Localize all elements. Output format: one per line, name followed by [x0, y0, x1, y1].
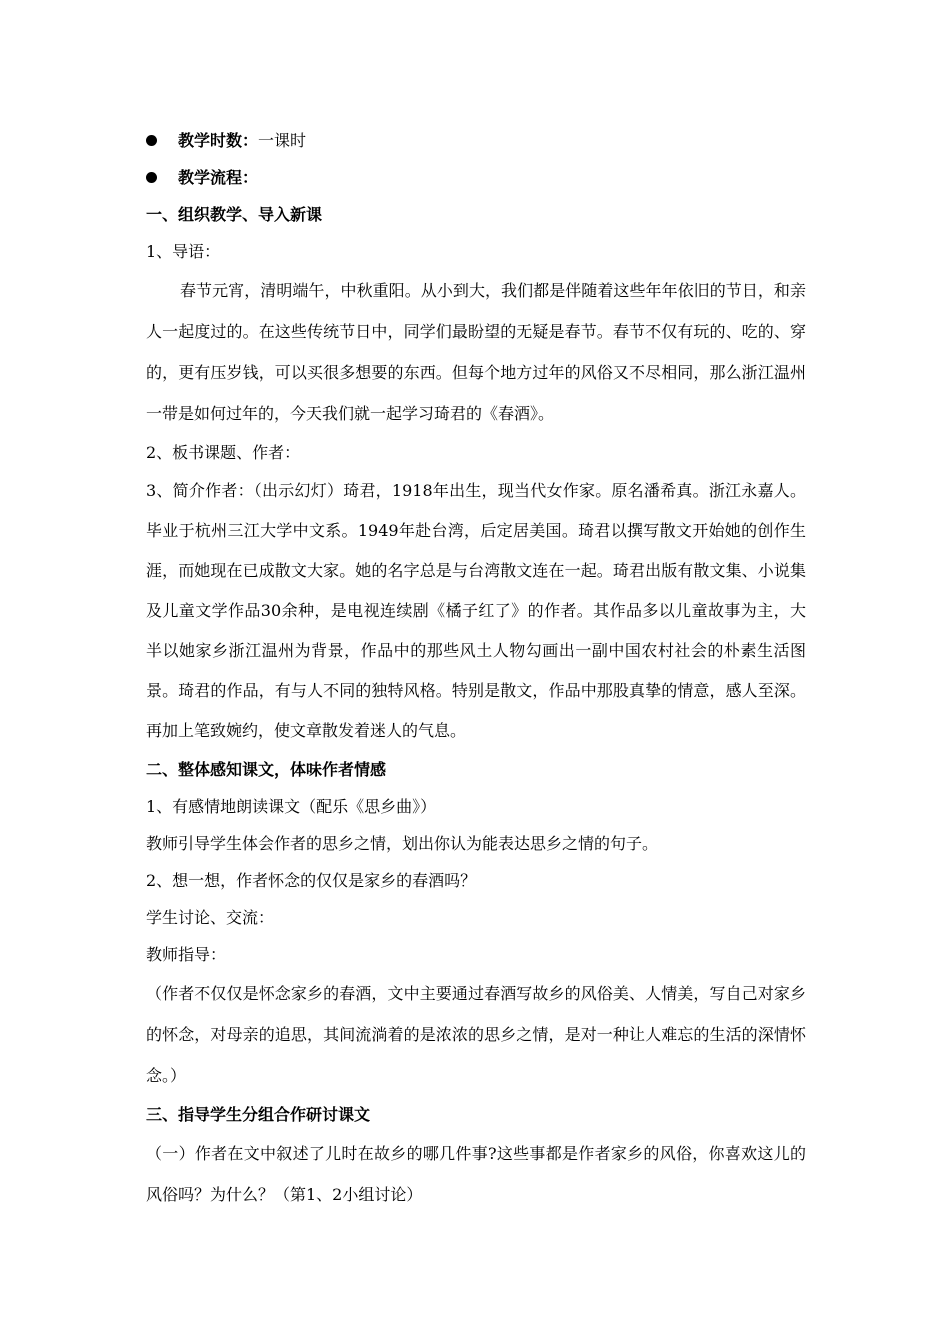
section2-step1: 1、有感情地朗读课文（配乐《思乡曲》） [146, 797, 437, 816]
teaching-hours-label: 教学时数： [178, 131, 259, 150]
bullet-icon [146, 172, 157, 183]
section2-title: 二、整体感知课文，体味作者情感 [146, 760, 387, 779]
teacher-guidance: 教师指导： [146, 945, 227, 964]
section1-title: 一、组织教学、导入新课 [146, 205, 323, 224]
guidance-paragraph: （作者不仅仅是怀念家乡的春酒，文中主要通过春酒写故乡的风俗美、人情美，写自己对家乡的怀念，对母亲的追思，其间流淌着的是浓浓的思乡之情，是对一种让人难忘的生活的深情怀念。） [146, 984, 806, 1085]
teaching-hours-line [146, 122, 806, 159]
section3-title: 三、指导学生分组合作研讨课文 [146, 1105, 371, 1124]
teaching-flow-label: 教学流程： [178, 168, 259, 187]
section2-step2: 2、想一想，作者怀念的仅仅是家乡的春酒吗？ [146, 871, 477, 890]
question1-paragraph: （一）作者在文中叙述了儿时在故乡的哪几件事?这些事都是作者家乡的风俗，你喜欢这儿的风俗吗？为什么？（第1、2小组讨论） [146, 1144, 806, 1204]
teaching-flow-line [146, 159, 806, 196]
section1-step1: 1、导语： [146, 242, 221, 261]
author-intro-paragraph: 3、简介作者：（出示幻灯）琦君，1918年出生，现当代女作家。原名潘希真。浙江永嘉人。毕业于杭州三江大学中文系。1949年赴台湾，后定居美国。琦君以撰写散文开始她的创作生涯，而她现在已成散文大家。她的名字总是与台湾散文连在一起。琦君出版有散文集、小说集及儿童文学作品30余种，是电视连续剧《橘子红了》的作者。其作品多以儿童故事为主，大半以她家乡浙江温州为背景，作品中的那些风土人物勾画出一副中国农村社会的朴素生活图景。琦君的作品，有与人不同的独特风格。特别是散文，作品中那股真挚的情意，感人至深。再加上笔致婉约，使文章散发着迷人的气息。 [146, 481, 806, 740]
document-page [146, 122, 806, 1215]
intro-paragraph: 春节元宵，清明端午，中秋重阳。从小到大，我们都是伴随着这些年年依旧的节日，和亲人一起度过的。在这些传统节日中，同学们最盼望的无疑是春节。春节不仅有玩的、吃的、穿的，更有压岁钱，可以买很多想要的东西。但每个地方过年的风俗又不尽相同，那么浙江温州一带是如何过年的，今天我们就一起学习琦君的《春酒》。 [146, 281, 806, 423]
student-discussion: 学生讨论、交流： [146, 908, 275, 927]
section2-step1-detail: 教师引导学生体会作者的思乡之情，划出你认为能表达思乡之情的句子。 [146, 834, 659, 853]
teaching-hours-value: 一课时 [258, 131, 307, 150]
section1-step2: 2、板书课题、作者： [146, 443, 301, 462]
bullet-icon [146, 135, 157, 146]
